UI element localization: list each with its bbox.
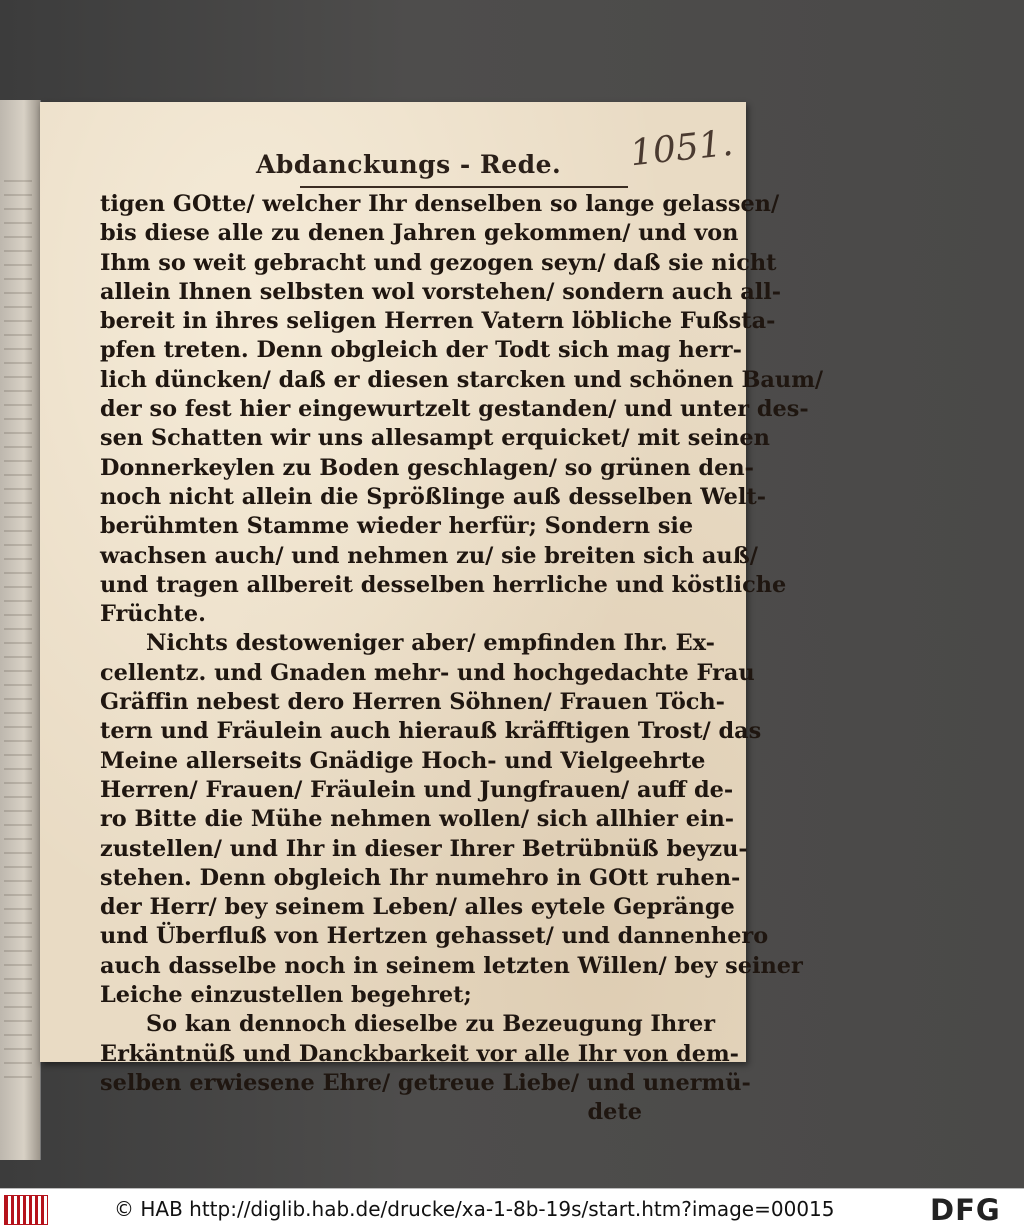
- page-body-text: [100, 190, 824, 1128]
- text-line: auch dasselbe noch in seinem letzten Willen/ bey seiner: [100, 952, 803, 979]
- text-line: selben erwiesene Ehre/ getreue Liebe/ und unermü-: [100, 1069, 751, 1096]
- text-line: Erkäntnüß und Danckbarkeit vor alle Ihr von dem-: [100, 1040, 739, 1067]
- text-line: tern und Fräulein auch hierauß kräfftigen Trost/ das: [100, 718, 762, 745]
- text-line: lich düncken/ daß er diesen starcken und schönen Baum/: [100, 366, 824, 393]
- dfg-logo[interactable]: DFG: [930, 1193, 1001, 1227]
- text-line: Ihm so weit gebracht und gezogen seyn/ daß sie nicht: [100, 249, 777, 276]
- running-head-rule: [300, 186, 628, 188]
- text-line: allein Ihnen selbsten wol vorstehen/ sondern auch all-: [100, 278, 782, 305]
- text-line: noch nicht allein die Sprößlinge auß desselben Welt-: [100, 483, 767, 510]
- text-line: cellentz. und Gnaden mehr- und hochgedachte Frau: [100, 659, 755, 686]
- text-line: Herren/ Frauen/ Fräulein und Jungfrauen/ auff de-: [100, 776, 734, 803]
- text-line: der so fest hier eingewurtzelt gestanden/ und unter des-: [100, 396, 809, 423]
- attribution-link[interactable]: © HAB http://diglib.hab.de/drucke/xa-1-8b-19s/start.htm?image=00015: [114, 1197, 835, 1221]
- text-line: Nichts destoweniger aber/ empfinden Ihr. Ex-: [146, 630, 715, 657]
- running-head: Abdanckungs - Rede.: [256, 150, 562, 179]
- text-line: Donnerkeylen zu Boden geschlagen/ so grünen den-: [100, 454, 754, 481]
- text-line: bereit in ihres seligen Herren Vatern löbliche Fußsta-: [100, 308, 776, 335]
- handwritten-folio-number: 1051.: [628, 122, 735, 175]
- text-line: wachsen auch/ und nehmen zu/ sie breiten sich auß/: [100, 542, 758, 569]
- text-line: berühmten Stamme wieder herfür; Sondern sie: [100, 513, 694, 540]
- text-line: stehen. Denn obgleich Ihr numehro in GOtt ruhen-: [100, 864, 741, 891]
- attribution-bar: [0, 1188, 1024, 1230]
- text-line: Gräffin nebest dero Herren Söhnen/ Frauen Töch-: [100, 689, 725, 716]
- adjacent-page-edge: [0, 100, 41, 1160]
- catchword: dete: [587, 1099, 642, 1126]
- text-line: ro Bitte die Mühe nehmen wollen/ sich allhier ein-: [100, 806, 735, 833]
- text-line: pfen treten. Denn obgleich der Todt sich mag herr-: [100, 337, 742, 364]
- adjacent-page-text-shadow: [4, 180, 32, 1080]
- text-line: So kan dennoch dieselbe zu Bezeugung Ihrer: [146, 1011, 716, 1038]
- text-line: Leiche einzustellen begehret;: [100, 982, 472, 1009]
- barcode-icon[interactable]: [4, 1195, 48, 1225]
- text-line: tigen GOtte/ welcher Ihr denselben so lange gelassen/: [100, 191, 780, 217]
- text-line: zustellen/ und Ihr in dieser Ihrer Betrübnüß beyzu-: [100, 835, 748, 862]
- text-line: sen Schatten wir uns allesampt erquicket/ mit seinen: [100, 425, 770, 452]
- text-line: Meine allerseits Gnädige Hoch- und Vielgeehrte: [100, 747, 706, 774]
- text-line: und tragen allbereit desselben herrliche und köstliche: [100, 571, 787, 598]
- text-line: Früchte.: [100, 601, 206, 628]
- text-line: und Überfluß von Hertzen gehasset/ und dannenhero: [100, 923, 769, 950]
- text-line: bis diese alle zu denen Jahren gekommen/ und von: [100, 220, 739, 247]
- text-line: der Herr/ bey seinem Leben/ alles eytele Gepränge: [100, 894, 735, 921]
